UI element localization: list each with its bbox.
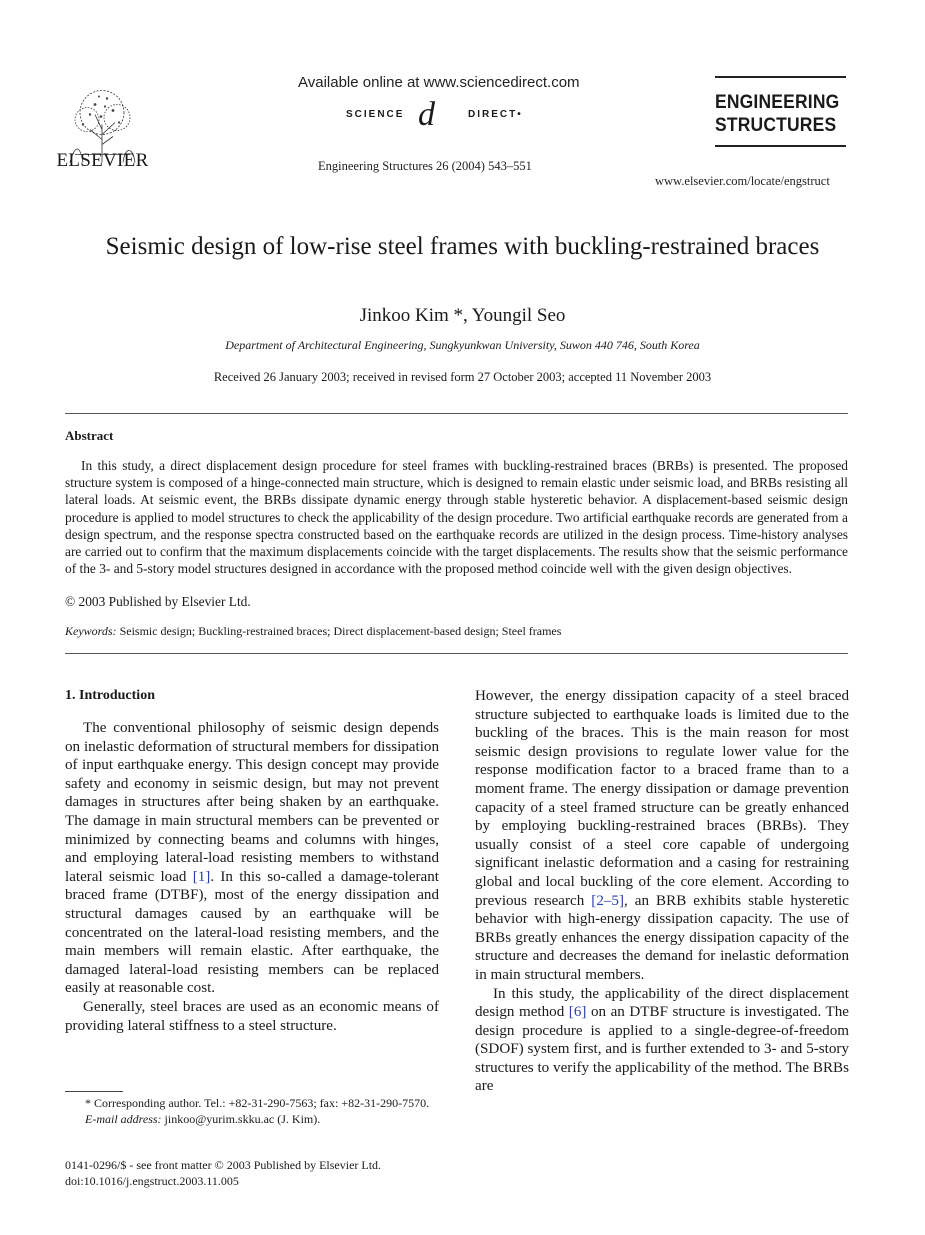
footnote [65, 1096, 439, 1127]
sd-direct-text: DIRECT• [468, 109, 523, 120]
logo-line-2: STRUCTURES [715, 115, 837, 136]
sd-science-text: SCIENCE [346, 109, 405, 120]
citation-link[interactable]: [6] [568, 1004, 587, 1021]
footnote-rule [65, 1091, 123, 1092]
issn-line: 0141-0296/$ - see front matter © 2003 Published by Elsevier Ltd. [65, 1158, 382, 1172]
paragraph: However, the energy dissipation capacity of a steel braced structure subjected to earthquake loads is limited due to the buckling of the braces. This is the main reason for most seismic design provisions to regulate lower value for the response modification factor to a braced frame than to a moment frame. The energy dissipation or damage prevention capacity of a steel framed structure can be greatly enhanced by employing buckling-restrained braces (BRBs). They usually consist of a steel core capable of undergoing significant inelastic deformation and a casing for restraining global and local buckling of the core element. According to previous research [2–5], an BRB exhibits stable hysteretic behavior with high-energy dissipation capacity. The use of BRBs greatly enhances the energy dissipation capacity of the structure and decreases the demand for inelastic deformation in main structural members. [475, 688, 849, 983]
email-line [65, 1112, 439, 1128]
rule-bottom [65, 653, 848, 654]
received-dates: Received 26 January 2003; received in revised form 27 October 2003; accepted 11 November 2003 [213, 370, 712, 384]
paragraph: In this study, the applicability of the direct displacement design method [6] on an DTBF structure is investigated. The design procedure is applied to a single-degree-of-freedom (SDOF) system first, and is further extended to 3- and 5-story structures to verify the applicability of the method. The BRBs are [475, 985, 849, 1095]
journal-reference: Engineering Structures 26 (2004) 543–551 [318, 159, 532, 173]
sd-d-mark: d [418, 96, 435, 133]
journal-url[interactable]: www.elsevier.com/locate/engstruct [655, 174, 830, 188]
logo-line-1: ENGINEERING [715, 92, 840, 113]
author-affiliation: Department of Architectural Engineering, Sungkyunkwan University, Suwon 440 746, South Korea [225, 338, 700, 352]
logo-top-rule [715, 76, 846, 78]
abstract-text: In this study, a direct displacement design procedure for steel frames with buckling-restrained braces (BRBs) is presented. The proposed structure system is composed of a hinge-connected main structure, which is designed to remain elastic under seismic load, and BRBs resisting all lateral loads. At seismic event, the BRBs dissipate dynamic energy through stable hysteretic behavior. A displacement-based seismic design procedure is applied to model structures to check the applicability of the design procedure. Two artificial earthquake records are generated from a design spectrum, and the response spectra constructed based on the earthquake records are utilized in the design process. Time-history analyses are carried out to confirm that the maximum displacements coincide with the target displacements. The results show that the seismic performance of the 3- and 5-story model structures designed in accordance with the proposed method coincide well with the given design objectives. [65, 458, 848, 577]
citation-link[interactable]: [1] [192, 868, 211, 885]
rule-top [65, 413, 848, 414]
keywords [65, 624, 848, 639]
logo-bottom-rule [715, 145, 846, 147]
keywords-list: Seismic design; Buckling-restrained braces; Direct displacement-based design; Steel frames [119, 624, 562, 638]
abstract-heading: Abstract [65, 428, 114, 443]
email-address[interactable]: jinkoo@yurim.skku.ac (J. Kim). [164, 1111, 321, 1126]
paragraph: Generally, steel braces are used as an economic means of providing lateral stiffness to a steel structure. [65, 998, 439, 1034]
body-left-column [65, 687, 439, 1035]
section-heading: 1. Introduction [65, 688, 155, 703]
citation-link[interactable]: [2–5] [591, 892, 624, 909]
paragraph: The conventional philosophy of seismic design depends on inelastic deformation of structural members for dissipation of input earthquake energy. This design concept may provide safety and economy in seismic design, but may not prevent damages in structures after being shaken by an earthquake. The damage in main structural members can be prevented or minimized by connecting beams and columns with hinges, and employing lateral-load resisting members to withstand lateral seismic load [1]. In this so-called a damage-tolerant braced frame (DTBF), most of the energy dissipation and structural damages caused by an earthquake will be concentrated on the lateral-load resisting members, and the main members will remain elastic. After earthquake, the damaged lateral-load resisting members can be replaced easily at reasonable cost. [65, 720, 439, 997]
publisher-name: ELSEVIER [56, 150, 149, 171]
article-authors: Jinkoo Kim *, Youngil Seo [359, 305, 566, 326]
doi-line[interactable]: doi:10.1016/j.engstruct.2003.11.005 [65, 1174, 239, 1188]
keywords-label: Keywords: [65, 624, 117, 638]
article-title: Seismic design of low-rise steel frames with buckling-restrained braces [105, 233, 820, 260]
body-right-column [475, 687, 849, 1096]
available-online-text: Available online at www.sciencedirect.com [298, 74, 580, 91]
corresponding-author-note: * Corresponding author. Tel.: +82-31-290-7563; fax: +82-31-290-7570. [85, 1096, 430, 1110]
front-matter [65, 1157, 485, 1189]
sciencedirect-logo [346, 96, 546, 136]
email-label: E-mail address: [85, 1111, 162, 1126]
abstract-copyright: © 2003 Published by Elsevier Ltd. [65, 594, 251, 609]
